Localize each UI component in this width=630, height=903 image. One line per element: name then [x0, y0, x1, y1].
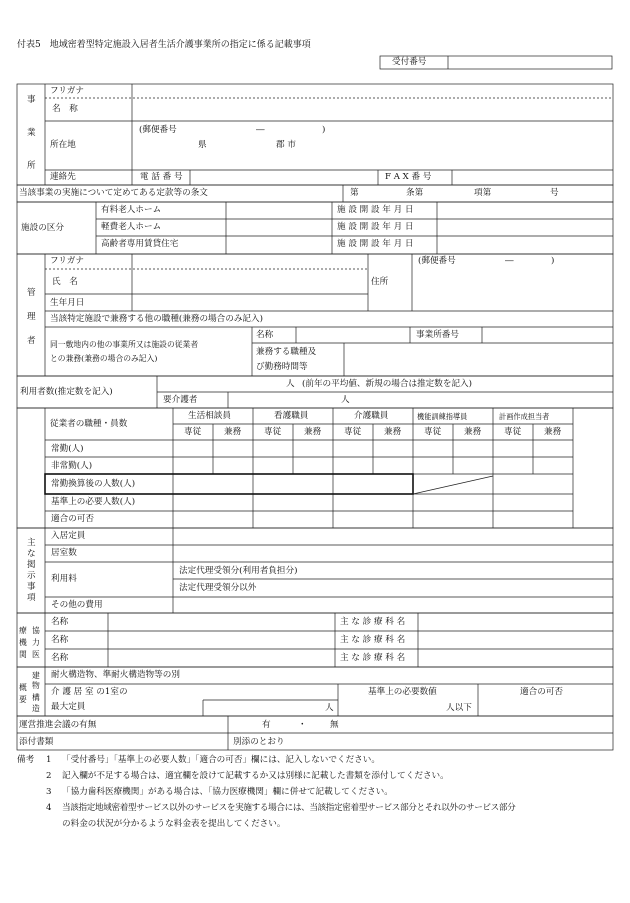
role-life-counselor: 生活相談員 [188, 411, 231, 421]
business-postal-label: (郵便番号 [139, 125, 177, 135]
facility-open-date-field-2[interactable] [438, 220, 611, 235]
medical-name-label-1: 名称 [51, 617, 69, 627]
manager-address-label: 住所 [371, 277, 389, 287]
manager-office-number-label: 事業所番号 [416, 330, 459, 340]
role-care-staff: 介護職員 [354, 411, 389, 421]
remark-1-text: 「受付番号」「基準上の必要人数」「適合の可否」欄には、記入しないでください。 [62, 755, 380, 765]
building-required-unit: 人以下 [446, 703, 472, 713]
form-title: 付表5 地域密着型特定施設入居者生活介護事業所の指定に係る記載事項 [17, 40, 311, 50]
building-section-char-2: 物 [32, 681, 40, 690]
role-nursing-staff: 看護職員 [274, 411, 309, 421]
council-yes-option[interactable]: 有 [262, 720, 271, 730]
building-structure-label: 耐火構造物、準耐火構造物等の別 [51, 670, 180, 680]
council-no-option[interactable]: 無 [330, 720, 339, 730]
facility-type-low-cost-home: 軽費老人ホーム [101, 222, 162, 232]
medical-dept-field-2[interactable] [419, 632, 611, 648]
row-required-count: 基準上の必要人数(人) [51, 497, 136, 507]
col-full-time-4: 専従 [424, 427, 442, 437]
col-full-time-2: 専従 [264, 427, 282, 437]
fee-label: 利用料 [51, 574, 77, 584]
attachment-value: 別添のとおり [233, 737, 285, 747]
facility-low-cost-home-field[interactable] [227, 220, 331, 235]
col-dual-4: 兼務 [464, 427, 482, 437]
regulation-article-label: 条第 [406, 188, 424, 198]
other-fee-label: その他の費用 [51, 600, 103, 610]
regulation-paragraph-label: 項第 [474, 188, 492, 198]
manager-section-char-3: 者 [27, 336, 36, 346]
medical-section-char-4: 療 [19, 626, 27, 635]
manager-name-label: 氏 名 [52, 277, 78, 287]
remark-1-number: 1 [46, 755, 52, 765]
fee-proxy-paid-label: 法定代理受領分(利用者負担分) [179, 566, 298, 576]
row-converted-count: 常勤換算後の人数(人) [51, 479, 136, 489]
col-dual-3: 兼務 [384, 427, 402, 437]
users-count-note: (前年の平均値、新規の場合は推定数を記入) [302, 379, 472, 389]
medical-name-field-3[interactable] [109, 650, 334, 666]
attachment-label: 添付書類 [19, 737, 54, 747]
row-conformity: 適合の可否 [51, 514, 94, 524]
room-count-field[interactable] [174, 546, 611, 561]
receipt-number-label: 受付番号 [392, 57, 427, 67]
manager-dual-role-label-1: 兼務する職種及 [256, 347, 317, 357]
facility-senior-housing-field[interactable] [227, 237, 331, 253]
manager-site-name-field[interactable] [297, 328, 409, 342]
business-fax-field[interactable] [453, 171, 611, 184]
room-capacity-unit: 人 [325, 703, 334, 713]
notices-section-char-4: 示 [27, 571, 36, 581]
medical-dept-label-2: 主 な 診 療 科 名 [340, 635, 406, 645]
notices-section-char-2: な [27, 549, 36, 559]
regulation-label: 当該事業の実施について定めてある定款等の条文 [19, 188, 208, 198]
col-full-time-3: 専従 [344, 427, 362, 437]
remark-4-text-line-1: 当該指定地域密着型サービス以外のサービスを実施する場合には、当該指定密着型サービス部分とそれ以外のサービス部分 [62, 803, 516, 813]
medical-dept-label-1: 主 な 診 療 科 名 [340, 617, 406, 627]
notices-section-char-3: 掲 [27, 560, 36, 570]
manager-dual-role-field[interactable] [345, 344, 611, 375]
remark-3-text: 「協力歯科医療機関」がある場合は、「協力医療機関」欄に併せて記載してください。 [62, 787, 393, 797]
regulation-item-label: 号 [550, 188, 559, 198]
manager-birth-label: 生年月日 [50, 298, 85, 308]
facility-open-date-label-3: 施 設 開 設 年 月 日 [337, 239, 414, 249]
residents-capacity-label: 入居定員 [51, 531, 86, 541]
council-label: 運営推進会議の有無 [19, 720, 97, 730]
business-prefecture-label: 県 [198, 140, 207, 150]
business-city-label: 郡 市 [276, 140, 296, 150]
users-count-unit: 人 [286, 379, 295, 389]
remark-2-number: 2 [46, 771, 52, 781]
business-postal-dash: ― [256, 125, 265, 135]
business-phone-label: 電 話 番 号 [140, 172, 183, 182]
medical-name-label-2: 名称 [51, 635, 69, 645]
building-section-char-5: 概 [19, 683, 27, 692]
notices-section-char-6: 項 [27, 593, 36, 603]
manager-birth-field[interactable] [133, 295, 367, 310]
business-name-field[interactable] [133, 99, 611, 119]
manager-same-site-label-2: との兼務(兼務の場合のみ記入) [50, 354, 158, 363]
business-section-char-2: 業 [27, 128, 36, 138]
fee-proxy-other-label: 法定代理受領分以外 [179, 583, 257, 593]
business-section-char-3: 所 [27, 161, 36, 171]
facility-open-date-label-2: 施 設 開 設 年 月 日 [337, 222, 414, 232]
manager-postal-label: (郵便番号 [418, 256, 456, 266]
room-capacity-field[interactable] [204, 701, 322, 715]
medical-section-char-1: 協 [32, 626, 40, 635]
manager-name-field[interactable] [133, 270, 367, 293]
room-capacity-label-2: 最大定員 [51, 702, 86, 712]
other-fee-field[interactable] [174, 598, 611, 612]
medical-section-char-5: 機 [19, 638, 27, 647]
facility-open-date-label-1: 施 設 開 設 年 月 日 [337, 205, 414, 215]
business-name-label: 名 称 [52, 104, 78, 114]
business-address-field[interactable] [133, 153, 611, 169]
business-furigana-label: フリガナ [50, 86, 84, 96]
manager-site-name-label: 名称 [256, 330, 274, 340]
business-postal-close: ) [322, 125, 326, 135]
business-address-label: 所在地 [50, 140, 76, 150]
users-count-label: 利用者数(推定数を記入) [20, 387, 113, 397]
business-phone-field[interactable] [191, 171, 376, 184]
manager-dual-role-label-2: び勤務時間等 [256, 362, 308, 372]
business-fax-label: F A X 番 号 [385, 172, 432, 182]
users-count-field[interactable] [158, 377, 283, 391]
manager-address-field[interactable] [413, 269, 611, 310]
building-section-char-4: 造 [32, 704, 40, 713]
medical-section-char-6: 関 [19, 650, 27, 659]
room-count-label: 居室数 [51, 548, 77, 558]
remark-2-text: 記入欄が不足する場合は、適宜欄を設けて記載するか又は別様に記載した書類を添付してください。 [62, 771, 449, 781]
manager-same-site-label-1: 同一敷地内の他の事業所又は施設の従業者 [50, 340, 199, 349]
room-capacity-label-1: 介 護 居 室 の1室の [51, 687, 128, 697]
receipt-number-field[interactable] [449, 57, 611, 68]
col-dual-5: 兼務 [544, 427, 562, 437]
medical-section-char-2: 力 [32, 638, 40, 647]
facility-open-date-field-1[interactable] [438, 203, 611, 218]
remarks-label: 備考 [17, 755, 35, 765]
care-needed-field[interactable] [229, 393, 339, 407]
col-dual-1: 兼務 [224, 427, 242, 437]
facility-type-paid-home: 有料老人ホーム [101, 205, 162, 215]
manager-postal-dash: ― [505, 256, 514, 266]
facility-type-senior-housing: 高齢者専用賃貸住宅 [101, 239, 179, 249]
col-full-time-5: 専従 [504, 427, 522, 437]
manager-furigana-label: フリガナ [50, 256, 84, 266]
building-structure-field[interactable] [260, 668, 611, 683]
facility-type-label: 施設の区分 [21, 223, 64, 233]
remark-3-number: 3 [46, 787, 52, 797]
building-section-char-1: 建 [32, 671, 40, 680]
medical-dept-label-3: 主 な 診 療 科 名 [340, 653, 406, 663]
manager-other-post-label: 当該特定施設で兼務する他の職種(兼務の場合のみ記入) [50, 314, 263, 324]
building-required-label: 基準上の必要数値 [368, 687, 437, 697]
manager-section-char-2: 理 [27, 312, 36, 322]
manager-office-number-field[interactable] [483, 328, 611, 342]
medical-section-char-3: 医 [32, 650, 40, 659]
notices-section-char-5: 事 [27, 582, 36, 592]
staff-header-label: 従業者の職種・員数 [50, 419, 128, 429]
role-care-planner: 計画作成担当者 [499, 412, 550, 421]
building-section-char-3: 構 [32, 693, 40, 702]
row-part-time-count: 非常勤(人) [51, 461, 93, 471]
medical-name-field-2[interactable] [109, 632, 334, 648]
business-contact-label: 連絡先 [50, 172, 76, 182]
manager-section-char-1: 管 [27, 288, 36, 298]
regulation-article-prefix: 第 [350, 188, 359, 198]
role-functional-trainer: 機能訓練指導員 [417, 412, 468, 421]
row-full-time-count: 常勤(人) [51, 444, 84, 454]
facility-open-date-field-3[interactable] [438, 237, 611, 253]
building-conform-label: 適合の可否 [520, 687, 563, 697]
medical-dept-field-3[interactable] [419, 650, 611, 666]
facility-paid-home-field[interactable] [227, 203, 331, 218]
medical-dept-field-1[interactable] [419, 614, 611, 630]
remark-4-number: 4 [46, 803, 52, 813]
building-section-char-6: 要 [19, 695, 27, 704]
council-separator: ・ [298, 720, 307, 730]
col-full-time-1: 専従 [184, 427, 202, 437]
care-needed-unit: 人 [341, 395, 350, 405]
manager-postal-close: ) [551, 256, 555, 266]
medical-name-label-3: 名称 [51, 653, 69, 663]
notices-section-char-1: 主 [27, 538, 36, 548]
care-needed-label: 要介護者 [163, 395, 198, 405]
business-section-char-1: 事 [27, 95, 36, 105]
col-dual-2: 兼務 [304, 427, 322, 437]
remark-4-text-line-2: の料金の状況が分かるような料金表を提出してください。 [62, 819, 286, 829]
residents-capacity-field[interactable] [174, 529, 611, 544]
medical-name-field-1[interactable] [109, 614, 334, 630]
